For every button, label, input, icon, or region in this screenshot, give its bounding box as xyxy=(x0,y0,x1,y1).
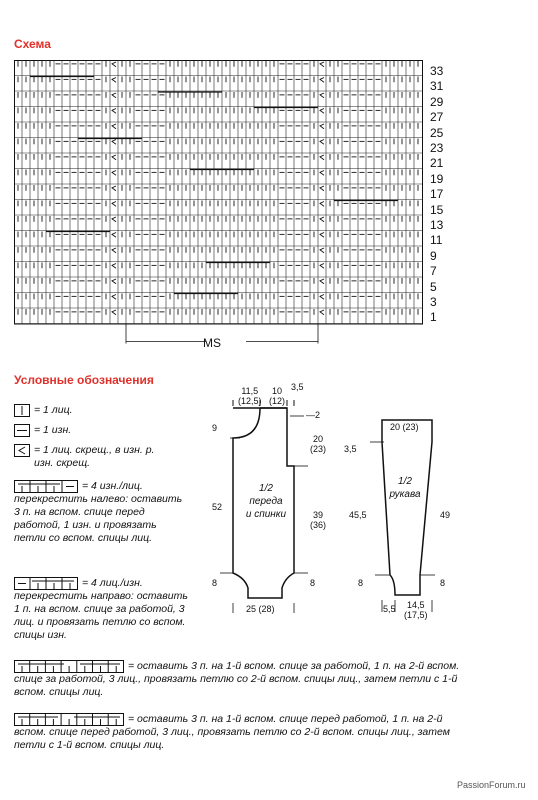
legend-cable-right-text: = 4 лиц./изн. перекрестить направо: оставить 1 п. на вспом. спице за работой, 3 лиц. и провязать петлю со вспом. спицы изн. xyxy=(14,577,188,641)
legend-heading: Условные обозначения xyxy=(14,373,154,387)
sleeve-dim-rib-right: 8 xyxy=(440,578,446,588)
row-number: 7 xyxy=(430,264,437,279)
front-dim-top-b: 10 (12) xyxy=(269,386,286,406)
front-dim-neck: 9 xyxy=(212,423,218,433)
front-dim-rib-right: 8 xyxy=(310,578,316,588)
front-dim-side: 39 (36) xyxy=(310,510,327,530)
legend-purl-text: = 1 изн. xyxy=(34,424,72,436)
sleeve-dim-side: 49 xyxy=(440,510,451,520)
row-number: 27 xyxy=(430,110,444,125)
row-number: 15 xyxy=(430,202,444,217)
front-pattern-label: 1/2 переда и спинки xyxy=(245,483,287,520)
row-number: 29 xyxy=(430,94,444,109)
sleeve-dim-bottom-b: 14,5 (17,5) xyxy=(404,600,428,620)
repeat-label: MS xyxy=(203,336,221,350)
sleeve-dim-rib-left: 8 xyxy=(358,578,364,588)
front-dim-top-c: 3,5 xyxy=(291,382,304,392)
row-number: 3 xyxy=(430,295,437,309)
sleeve-pattern-diagram xyxy=(370,400,450,620)
knitting-chart xyxy=(14,60,444,360)
legend-cable-7-back-text: = оставить 3 п. на 1-й вспом. спице за работой, 1 п. на 2-й вспом. спице за работой, 3 лиц., провязать петлю со 2-й вспом. спицы лиц., затем петли с 1-й вспом. спицы лиц. xyxy=(14,660,460,698)
row-number: 25 xyxy=(430,125,444,140)
sleeve-dim-length: 45,5 xyxy=(349,510,367,520)
row-number: 1 xyxy=(430,310,437,325)
knit-symbol xyxy=(14,404,30,417)
sleeve-dim-cap: 3,5 xyxy=(344,444,357,454)
front-dim-rib-left: 8 xyxy=(212,578,218,588)
sleeve-dim-bottom-a: 5,5 xyxy=(383,604,396,614)
twisted-stitch-symbol xyxy=(14,444,30,457)
row-number: 11 xyxy=(430,233,443,248)
legend-cable-7-front-text: = оставить 3 п. на 1-й вспом. спице перед работой, 1 п. на 2-й вспом. спице перед работой, 3 лиц., провязать петлю со 2-й вспом. спицы лиц., затем петли с 1-й вспом. спицы лиц. xyxy=(14,713,450,751)
watermark: PassionForum.ru xyxy=(457,780,526,790)
front-dim-width: 25 (28) xyxy=(246,604,275,614)
legend-knit-text: = 1 лиц. xyxy=(34,404,73,416)
row-number: 21 xyxy=(430,156,444,171)
scheme-heading: Схема xyxy=(14,37,51,51)
row-number: 17 xyxy=(430,187,444,202)
row-number: 23 xyxy=(430,141,444,155)
row-number: 19 xyxy=(430,171,444,186)
row-number: 5 xyxy=(430,279,437,294)
sleeve-pattern-label: 1/2 рукава xyxy=(389,476,421,500)
front-dim-length: 52 xyxy=(212,502,223,512)
sleeve-dim-top: 20 (23) xyxy=(390,422,419,432)
purl-symbol xyxy=(14,424,30,437)
row-number: 13 xyxy=(430,218,444,232)
legend-cable-left-text: = 4 изн./лиц. перекрестить налево: оставить 3 п. на вспом. спице перед работой, 1 изн. и провязать петли со вспом. спицы лиц. xyxy=(14,480,183,544)
row-number: 9 xyxy=(430,248,437,263)
front-dim-armhole: 20 (23) xyxy=(310,434,327,454)
row-number: 31 xyxy=(430,79,444,94)
row-number: 33 xyxy=(430,64,444,78)
legend-twisted-text: = 1 лиц. скрещ., в изн. р. изн. скрещ. xyxy=(34,444,155,469)
front-dim-shoulder: —2 xyxy=(306,410,321,420)
front-dim-top-a: 11,5 (12,5) xyxy=(238,386,262,406)
